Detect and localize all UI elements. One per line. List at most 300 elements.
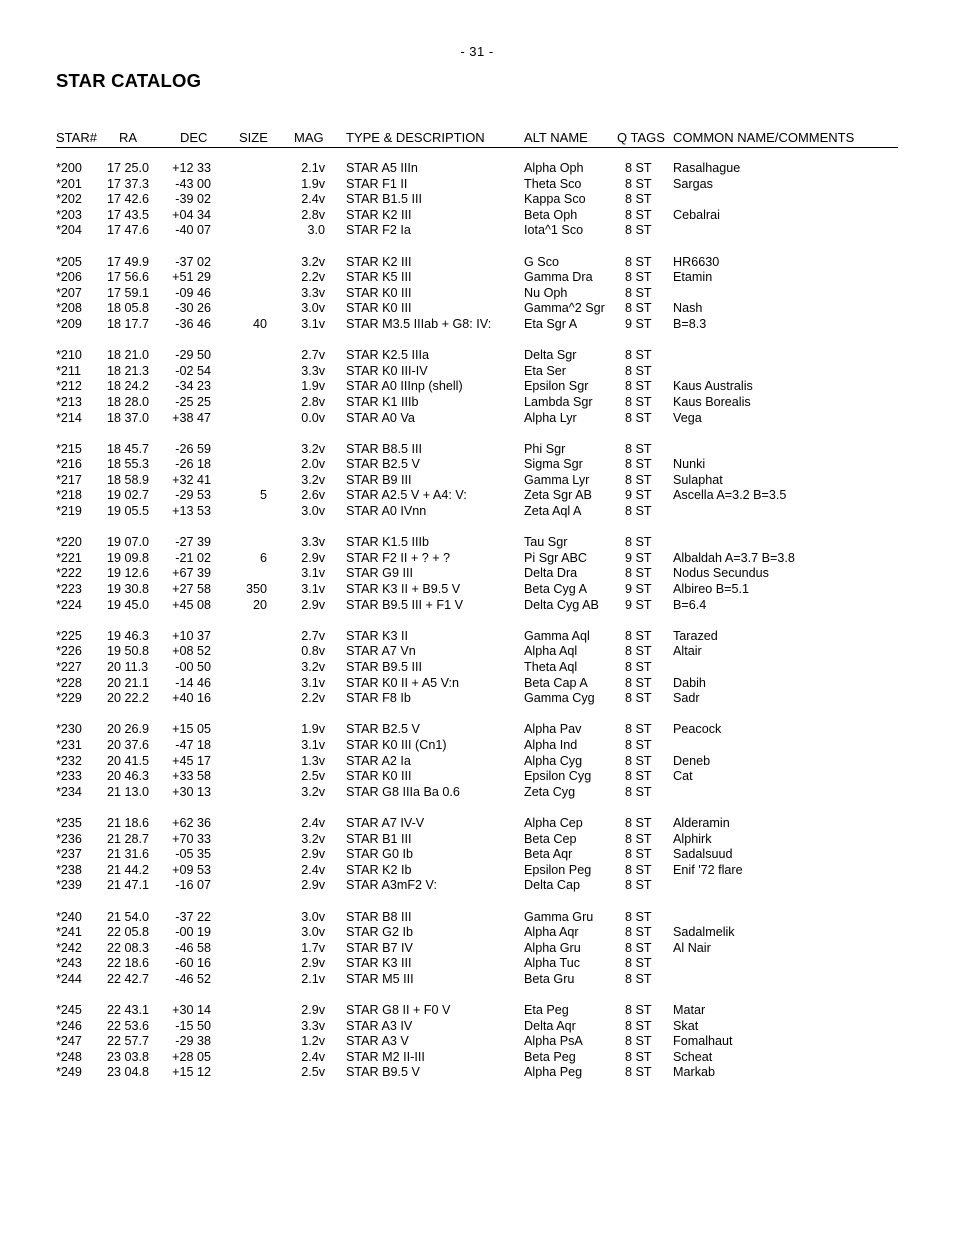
star-number: *214 <box>56 410 82 425</box>
type-description: STAR A5 IIIn <box>346 161 418 175</box>
q-tags: 8 ST <box>625 457 652 472</box>
mag-value: 3.2v <box>301 784 325 799</box>
ra-value: 20 37.6 <box>107 737 150 752</box>
alt-name: Pi Sgr ABC <box>524 550 587 565</box>
header-rule <box>56 147 898 148</box>
type-description: STAR B9.5 III + F1 V <box>346 597 464 612</box>
mag-value: 2.4v <box>301 1049 325 1064</box>
table-row <box>0 379 954 395</box>
table-row <box>0 286 954 302</box>
common-name: Kaus Australis <box>673 379 753 394</box>
type-description: STAR A0 IVnn <box>346 504 427 519</box>
ra-value: 17 42.6 <box>107 192 150 207</box>
table-row <box>0 660 954 676</box>
star-number: *232 <box>56 753 82 768</box>
dec-value: -60 16 <box>175 956 211 971</box>
mag-value: 3.3v <box>301 535 325 550</box>
alt-name: Alpha Cyg <box>524 753 583 768</box>
mag-value: 1.2v <box>301 1034 325 1049</box>
group-spacer <box>0 987 954 1003</box>
table-row <box>0 722 954 738</box>
alt-name: Lambda Sgr <box>524 394 593 409</box>
mag-value: 1.3v <box>301 753 325 768</box>
q-tags: 8 ST <box>625 847 652 862</box>
dec-value: -09 46 <box>175 285 211 300</box>
dec-value: -40 07 <box>175 223 211 238</box>
group-spacer <box>0 426 954 442</box>
dec-value: +10 37 <box>172 628 211 643</box>
ra-value: 21 13.0 <box>107 784 150 799</box>
type-description: STAR A3 V <box>346 1034 409 1049</box>
mag-value: 3.2v <box>301 660 325 674</box>
table-row <box>0 1003 954 1019</box>
ra-value: 17 56.6 <box>107 270 150 285</box>
alt-name: Alpha Gru <box>524 940 581 955</box>
common-name: Alphirk <box>673 831 712 846</box>
type-description: STAR A2.5 V + A4: V: <box>346 488 467 503</box>
ra-value: 20 22.2 <box>107 691 150 706</box>
alt-name: Theta Sco <box>524 176 582 191</box>
table-row <box>0 754 954 770</box>
mag-value: 2.8v <box>301 207 325 222</box>
star-number: *233 <box>56 769 82 784</box>
table-row <box>0 1065 954 1081</box>
star-number: *200 <box>56 161 82 175</box>
star-number: *222 <box>56 566 82 581</box>
table-row <box>0 364 954 380</box>
star-number: *223 <box>56 582 82 597</box>
alt-name: Phi Sgr <box>524 441 566 456</box>
size-value: 350 <box>245 582 267 597</box>
table-row <box>0 582 954 598</box>
alt-name: Delta Cyg AB <box>524 597 599 612</box>
mag-value: 2.1v <box>301 971 325 986</box>
q-tags: 8 ST <box>625 1065 652 1080</box>
alt-name: Zeta Aql A <box>524 504 582 519</box>
ra-value: 18 37.0 <box>107 410 150 425</box>
star-number: *237 <box>56 847 82 862</box>
ra-value: 23 03.8 <box>107 1049 150 1064</box>
header-mag: MAG <box>294 130 324 145</box>
dec-value: +45 17 <box>172 753 211 768</box>
dec-value: -34 23 <box>175 379 211 394</box>
mag-value: 3.0v <box>301 925 325 940</box>
alt-name: Kappa Sco <box>524 192 586 207</box>
mag-value: 2.5v <box>301 769 325 784</box>
common-name: Enif '72 flare <box>673 862 743 877</box>
ra-value: 23 04.8 <box>107 1065 150 1080</box>
dec-value: -25 25 <box>175 394 211 409</box>
type-description: STAR K5 III <box>346 270 412 285</box>
type-description: STAR B8 III <box>346 909 412 924</box>
q-tags: 9 ST <box>625 316 652 331</box>
type-description: STAR G2 Ib <box>346 925 413 940</box>
mag-value: 2.7v <box>301 628 325 643</box>
star-number: *249 <box>56 1065 82 1080</box>
star-number: *230 <box>56 722 82 737</box>
type-description: STAR B8.5 III <box>346 441 423 456</box>
type-description: STAR A2 Ia <box>346 753 411 768</box>
dec-value: -14 46 <box>175 675 211 690</box>
size-value: 6 <box>259 550 267 565</box>
type-description: STAR B9.5 V <box>346 1065 420 1080</box>
ra-value: 19 09.8 <box>107 550 150 565</box>
table-row <box>0 457 954 473</box>
mag-value: 2.9v <box>301 597 325 612</box>
star-number: *231 <box>56 737 82 752</box>
table-row <box>0 395 954 411</box>
type-description: STAR A3mF2 V: <box>346 878 437 893</box>
type-description: STAR K2 III <box>346 254 412 269</box>
alt-name: Zeta Sgr AB <box>524 488 592 503</box>
table-row <box>0 535 954 551</box>
alt-name: Alpha Cep <box>524 815 583 830</box>
common-name: Fomalhaut <box>673 1034 733 1049</box>
ra-value: 19 46.3 <box>107 628 150 643</box>
alt-name: Delta Aqr <box>524 1018 576 1033</box>
dec-value: +67 39 <box>172 566 211 581</box>
common-name: Al Nair <box>673 940 711 955</box>
mag-value: 3.3v <box>301 285 325 300</box>
page-title: STAR CATALOG <box>56 70 202 91</box>
ra-value: 18 17.7 <box>107 316 150 331</box>
mag-value: 1.9v <box>301 176 325 191</box>
ra-value: 21 31.6 <box>107 847 150 862</box>
star-number: *228 <box>56 675 82 690</box>
mag-value: 3.2v <box>301 472 325 487</box>
ra-value: 17 37.3 <box>107 176 150 191</box>
size-value: 5 <box>259 488 267 503</box>
q-tags: 8 ST <box>625 660 652 674</box>
star-number: *245 <box>56 1003 82 1018</box>
q-tags: 8 ST <box>625 753 652 768</box>
star-number: *241 <box>56 925 82 940</box>
type-description: STAR G8 IIIa Ba 0.6 <box>346 784 460 799</box>
type-description: STAR A3 IV <box>346 1018 413 1033</box>
star-number: *210 <box>56 348 82 363</box>
star-number: *239 <box>56 878 82 893</box>
dec-value: -00 19 <box>175 925 211 940</box>
type-description: STAR K0 III <box>346 301 412 316</box>
type-description: STAR B9 III <box>346 472 412 487</box>
dec-value: +33 58 <box>172 769 211 784</box>
dec-value: +45 08 <box>172 597 211 612</box>
dec-value: +38 47 <box>172 410 211 425</box>
ra-value: 17 47.6 <box>107 223 150 238</box>
ra-value: 17 49.9 <box>107 254 150 269</box>
star-number: *242 <box>56 940 82 955</box>
mag-value: 0.8v <box>301 644 325 659</box>
q-tags: 8 ST <box>625 722 652 737</box>
type-description: STAR M2 II-III <box>346 1049 425 1064</box>
table-row <box>0 208 954 224</box>
q-tags: 8 ST <box>625 909 652 924</box>
table-row <box>0 956 954 972</box>
mag-value: 2.4v <box>301 815 325 830</box>
q-tags: 8 ST <box>625 878 652 893</box>
ra-value: 20 46.3 <box>107 769 150 784</box>
star-number: *204 <box>56 223 82 238</box>
type-description: STAR B1 III <box>346 831 412 846</box>
table-row <box>0 1034 954 1050</box>
dec-value: +27 58 <box>172 582 211 597</box>
mag-value: 2.1v <box>301 161 325 175</box>
table-row <box>0 1050 954 1066</box>
type-description: STAR K2 III <box>346 207 412 222</box>
alt-name: Sigma Sgr <box>524 457 583 472</box>
ra-value: 18 21.0 <box>107 348 150 363</box>
q-tags: 8 ST <box>625 691 652 706</box>
alt-name: Epsilon Peg <box>524 862 592 877</box>
q-tags: 8 ST <box>625 566 652 581</box>
mag-value: 2.5v <box>301 1065 325 1080</box>
table-row <box>0 863 954 879</box>
mag-value: 3.3v <box>301 363 325 378</box>
star-number: *201 <box>56 176 82 191</box>
q-tags: 8 ST <box>625 207 652 222</box>
mag-value: 2.6v <box>301 488 325 503</box>
table-row <box>0 925 954 941</box>
common-name: Sadalsuud <box>673 847 733 862</box>
q-tags: 8 ST <box>625 971 652 986</box>
common-name: Alderamin <box>673 815 730 830</box>
common-name: Markab <box>673 1065 715 1080</box>
dec-value: -39 02 <box>175 192 211 207</box>
table-row <box>0 317 954 333</box>
type-description: STAR K0 III <box>346 285 412 300</box>
group-spacer <box>0 707 954 723</box>
table-row <box>0 738 954 754</box>
dec-value: +15 12 <box>172 1065 211 1080</box>
dec-value: -16 07 <box>175 878 211 893</box>
table-row <box>0 411 954 427</box>
mag-value: 3.1v <box>301 316 325 331</box>
alt-name: Alpha Aqr <box>524 925 579 940</box>
alt-name: Delta Dra <box>524 566 578 581</box>
page-number: - 31 - <box>460 44 494 59</box>
table-row <box>0 301 954 317</box>
ra-value: 22 05.8 <box>107 925 150 940</box>
star-number: *226 <box>56 644 82 659</box>
common-name: Ascella A=3.2 B=3.5 <box>673 488 787 503</box>
common-name: Sadr <box>673 691 700 706</box>
dec-value: +28 05 <box>172 1049 211 1064</box>
alt-name: Gamma Lyr <box>524 472 590 487</box>
dec-value: -00 50 <box>175 660 211 674</box>
q-tags: 8 ST <box>625 535 652 550</box>
ra-value: 19 12.6 <box>107 566 150 581</box>
mag-value: 3.1v <box>301 737 325 752</box>
alt-name: Gamma Dra <box>524 270 593 285</box>
table-row <box>0 910 954 926</box>
q-tags: 9 ST <box>625 488 652 503</box>
ra-value: 18 05.8 <box>107 301 150 316</box>
star-number: *219 <box>56 504 82 519</box>
common-name: Sadalmelik <box>673 925 735 940</box>
dec-value: -15 50 <box>175 1018 211 1033</box>
alt-name: Eta Sgr A <box>524 316 578 331</box>
q-tags: 8 ST <box>625 956 652 971</box>
star-number: *221 <box>56 550 82 565</box>
type-description: STAR A0 Va <box>346 410 415 425</box>
ra-value: 17 43.5 <box>107 207 150 222</box>
q-tags: 9 ST <box>625 597 652 612</box>
table-row <box>0 972 954 988</box>
type-description: STAR G9 III <box>346 566 413 581</box>
table-row <box>0 442 954 458</box>
star-number: *209 <box>56 316 82 331</box>
common-name: Albireo B=5.1 <box>673 582 749 597</box>
ra-value: 18 55.3 <box>107 457 150 472</box>
ra-value: 18 28.0 <box>107 394 150 409</box>
dec-value: +15 05 <box>172 722 211 737</box>
mag-value: 3.0v <box>301 301 325 316</box>
mag-value: 3.0 <box>307 223 325 238</box>
dec-value: +08 52 <box>172 644 211 659</box>
table-row <box>0 270 954 286</box>
common-name: HR6630 <box>673 254 720 269</box>
q-tags: 8 ST <box>625 644 652 659</box>
star-number: *243 <box>56 956 82 971</box>
common-name: Scheat <box>673 1049 713 1064</box>
common-name: Cat <box>673 769 693 784</box>
alt-name: Beta Gru <box>524 971 575 986</box>
mag-value: 2.8v <box>301 394 325 409</box>
mag-value: 3.3v <box>301 1018 325 1033</box>
ra-value: 20 21.1 <box>107 675 150 690</box>
mag-value: 2.9v <box>301 878 325 893</box>
star-number: *247 <box>56 1034 82 1049</box>
common-name: Sulaphat <box>673 472 723 487</box>
group-spacer <box>0 800 954 816</box>
alt-name: Beta Cyg A <box>524 582 588 597</box>
header-size: SIZE <box>239 130 268 145</box>
star-number: *206 <box>56 270 82 285</box>
type-description: STAR K0 III (Cn1) <box>346 737 447 752</box>
table-header <box>0 130 954 146</box>
common-name: Nash <box>673 301 703 316</box>
mag-value: 3.0v <box>301 504 325 519</box>
type-description: STAR G8 II + F0 V <box>346 1003 451 1018</box>
type-description: STAR M3.5 IIIab + G8: IV: <box>346 316 492 331</box>
mag-value: 3.2v <box>301 831 325 846</box>
alt-name: Tau Sgr <box>524 535 568 550</box>
mag-value: 2.0v <box>301 457 325 472</box>
table-row <box>0 785 954 801</box>
type-description: STAR K1.5 IIIb <box>346 535 430 550</box>
q-tags: 8 ST <box>625 176 652 191</box>
type-description: STAR F2 Ia <box>346 223 411 238</box>
alt-name: Gamma Gru <box>524 909 594 924</box>
table-row <box>0 847 954 863</box>
table-row <box>0 676 954 692</box>
q-tags: 8 ST <box>625 940 652 955</box>
mag-value: 3.2v <box>301 441 325 456</box>
ra-value: 21 44.2 <box>107 862 150 877</box>
ra-value: 21 54.0 <box>107 909 150 924</box>
mag-value: 3.1v <box>301 566 325 581</box>
table-row <box>0 878 954 894</box>
type-description: STAR G0 Ib <box>346 847 413 862</box>
dec-value: -29 53 <box>175 488 211 503</box>
table-row <box>0 566 954 582</box>
q-tags: 8 ST <box>625 1034 652 1049</box>
ra-value: 19 45.0 <box>107 597 150 612</box>
common-name: Kaus Borealis <box>673 394 751 409</box>
star-number: *211 <box>56 363 81 378</box>
ra-value: 22 08.3 <box>107 940 150 955</box>
header-alt-name: ALT NAME <box>524 130 588 145</box>
group-spacer <box>0 520 954 536</box>
common-name: Nodus Secundus <box>673 566 769 581</box>
ra-value: 22 43.1 <box>107 1003 150 1018</box>
common-name: Matar <box>673 1003 706 1018</box>
dec-value: +13 53 <box>172 504 211 519</box>
star-number: *216 <box>56 457 82 472</box>
header-dec: DEC <box>180 130 208 145</box>
dec-value: +04 34 <box>172 207 211 222</box>
star-number: *218 <box>56 488 82 503</box>
type-description: STAR K0 III <box>346 769 412 784</box>
q-tags: 9 ST <box>625 582 652 597</box>
ra-value: 18 24.2 <box>107 379 150 394</box>
q-tags: 8 ST <box>625 1049 652 1064</box>
mag-value: 2.4v <box>301 862 325 877</box>
star-number: *215 <box>56 441 82 456</box>
type-description: STAR K2.5 IIIa <box>346 348 430 363</box>
common-name: B=8.3 <box>673 316 707 331</box>
table-row <box>0 488 954 504</box>
star-number: *224 <box>56 597 82 612</box>
table-row <box>0 223 954 239</box>
q-tags: 8 ST <box>625 737 652 752</box>
ra-value: 19 05.5 <box>107 504 150 519</box>
alt-name: Alpha Oph <box>524 161 584 175</box>
star-number: *246 <box>56 1018 82 1033</box>
dec-value: -21 02 <box>175 550 211 565</box>
mag-value: 2.9v <box>301 956 325 971</box>
dec-value: +40 16 <box>172 691 211 706</box>
common-name: Cebalrai <box>673 207 720 222</box>
q-tags: 8 ST <box>625 363 652 378</box>
common-name: Albaldah A=3.7 B=3.8 <box>673 550 795 565</box>
alt-name: Alpha Ind <box>524 737 578 752</box>
type-description: STAR A7 Vn <box>346 644 416 659</box>
alt-name: Beta Aqr <box>524 847 573 862</box>
dec-value: +12 33 <box>172 161 211 175</box>
type-description: STAR K0 II + A5 V:n <box>346 675 460 690</box>
q-tags: 8 ST <box>625 1018 652 1033</box>
mag-value: 3.0v <box>301 909 325 924</box>
star-number: *225 <box>56 628 82 643</box>
alt-name: Beta Oph <box>524 207 578 222</box>
common-name: Rasalhague <box>673 161 741 175</box>
dec-value: +32 41 <box>172 472 211 487</box>
star-number: *248 <box>56 1049 82 1064</box>
mag-value: 2.9v <box>301 550 325 565</box>
q-tags: 8 ST <box>625 394 652 409</box>
alt-name: Alpha Lyr <box>524 410 577 425</box>
ra-value: 19 02.7 <box>107 488 150 503</box>
alt-name: Zeta Cyg <box>524 784 576 799</box>
dec-value: -43 00 <box>175 176 211 191</box>
mag-value: 2.2v <box>301 270 325 285</box>
alt-name: Epsilon Sgr <box>524 379 589 394</box>
star-number: *208 <box>56 301 82 316</box>
mag-value: 1.9v <box>301 379 325 394</box>
common-name: Altair <box>673 644 702 659</box>
alt-name: Epsilon Cyg <box>524 769 592 784</box>
